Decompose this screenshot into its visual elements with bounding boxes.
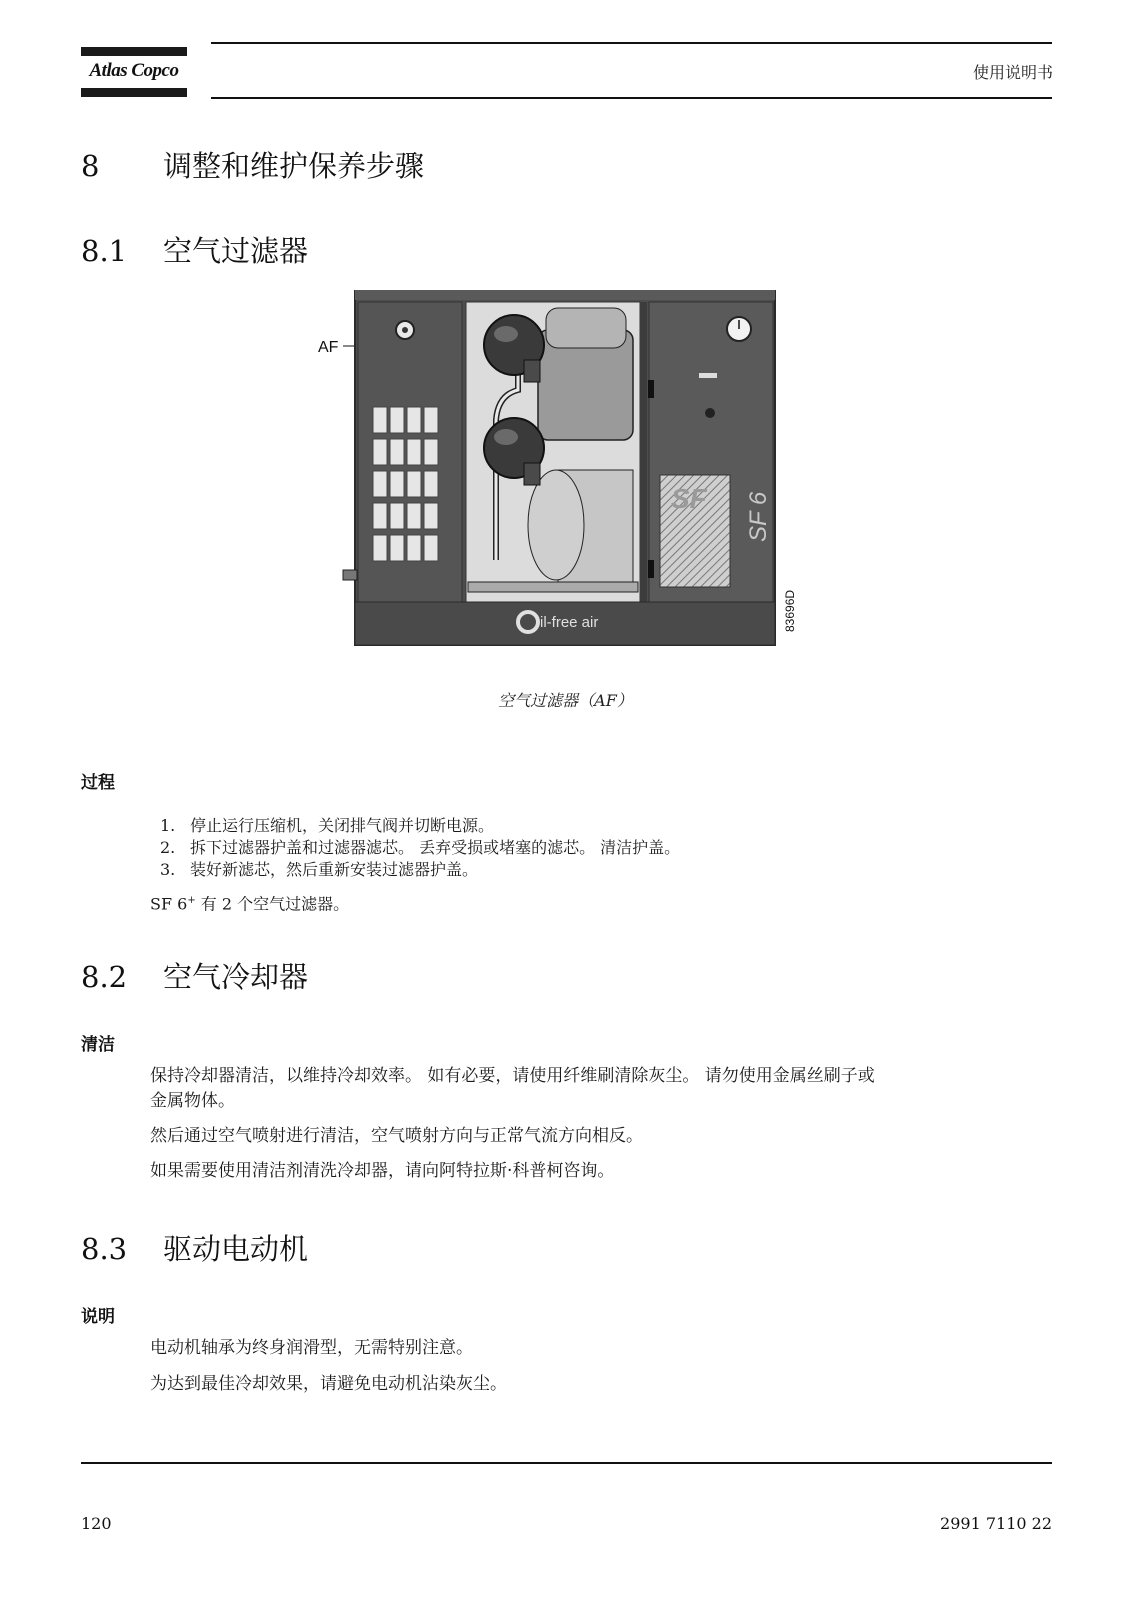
af-callout-label: AF [318,339,339,356]
document-type-label: 使用说明书 [972,63,1053,82]
section-8-3-heading [81,1232,308,1266]
cooler-paragraph-3: 如果需要使用清洁剂清洗冷却器，请向阿特拉斯·科普柯咨询。 [150,1161,615,1181]
cooler-paragraph-1: 保持冷却器清洁，以维持冷却效率。 如有必要，请使用纤维刷清除灰尘。 请勿使用金属丝刷子或 [150,1066,875,1086]
figure-id: 83696D [783,589,797,632]
cooler-paragraph-1-cont: 金属物体。 [150,1091,235,1111]
air-filter-figure [318,290,808,652]
chapter-title: 调整和维护保养步骤 [163,149,425,183]
section-8-2-title: 空气冷却器 [163,960,309,994]
document-number: 2991 7110 22 [940,1514,1052,1533]
compressor-illustration [318,290,808,652]
list-item: 3. 装好新滤芯，然后重新安装过滤器护盖。 [160,860,479,879]
cleaning-heading: 清洁 [81,1035,115,1055]
description-heading: 说明 [81,1307,115,1327]
section-8-3-number: 8.3 [81,1232,128,1266]
motor-paragraph-2: 为达到最佳冷却效果，请避免电动机沾染灰尘。 [150,1374,507,1394]
oil-free-air-brand: il-free air [540,614,599,631]
procedure-heading: 过程 [81,773,115,793]
logo-bar-top [81,47,187,56]
logo-bar-bottom [81,88,187,97]
header-bottom-rule [211,97,1052,99]
chapter-number: 8 [81,149,100,183]
figure-caption: 空气过滤器（AF） [498,691,633,710]
procedure-steps-list [160,815,680,881]
section-8-3-title: 驱动电动机 [163,1232,309,1266]
air-filter-count-note: SF 6+ 有 2 个空气过滤器。 [150,894,350,914]
header-top-rule [211,42,1052,44]
section-8-1-number: 8.1 [81,234,128,268]
model-name-text: SF 6 [745,491,772,542]
footer-rule [81,1462,1052,1464]
list-item: 1. 停止运行压缩机，关闭排气阀并切断电源。 [160,816,495,835]
section-8-2-heading [81,960,308,994]
atlas-copco-logo: Atlas Copco [89,60,179,81]
section-8-1-title: 空气过滤器 [163,234,309,268]
motor-paragraph-1: 电动机轴承为终身润滑型，无需特别注意。 [150,1338,473,1358]
section-8-2-number: 8.2 [81,960,128,994]
section-8-1-heading [81,234,308,268]
chapter-heading [81,149,424,183]
sf-badge-text: SF [671,483,707,514]
cooler-paragraph-2: 然后通过空气喷射进行清洁，空气喷射方向与正常气流方向相反。 [150,1126,643,1146]
list-item: 2. 拆下过滤器护盖和过滤器滤芯。 丢弃受损或堵塞的滤芯。 清洁护盖。 [160,838,681,857]
page-number: 120 [81,1514,112,1533]
